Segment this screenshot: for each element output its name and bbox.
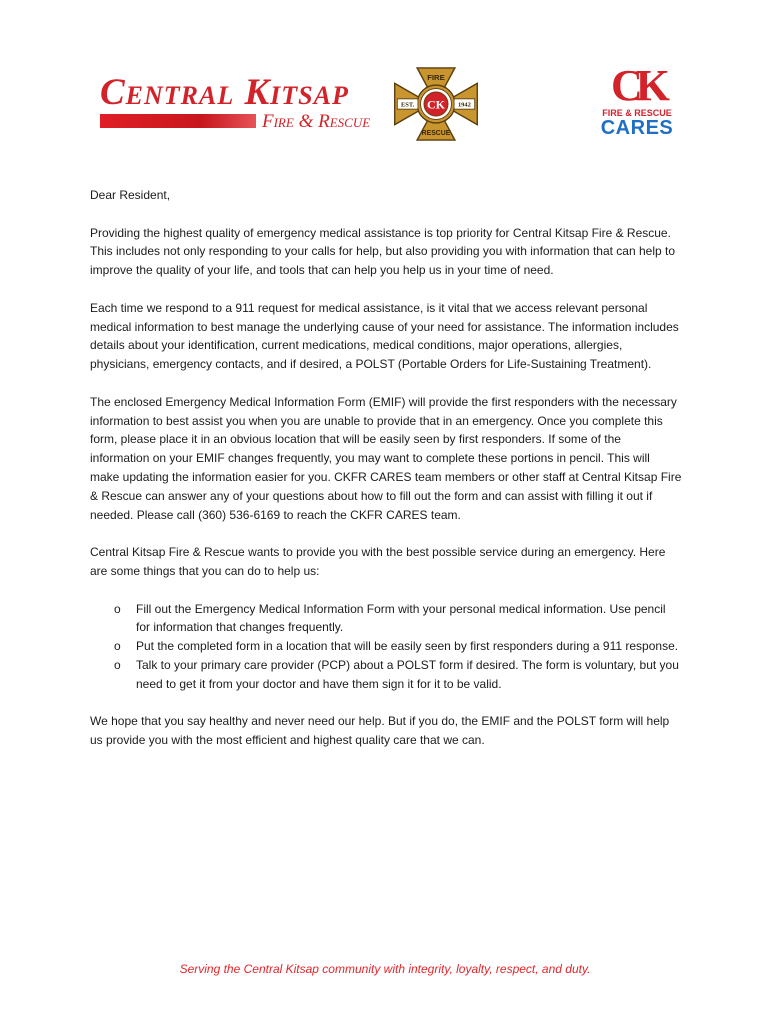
- ckfr-cares-logo: [594, 61, 680, 142]
- action-list: [90, 600, 682, 694]
- letter-paragraph: Providing the highest quality of emergency medical assistance is top priority for Central Kitsap Fire & Rescue. This includes not only responding to your calls for help, but also providing you with information that can help to improve the quality of your life, and tools that can help you help us in your time of need.: [90, 225, 675, 278]
- cares-ck-mark: CK: [611, 61, 663, 110]
- action-list-item-text: Put the completed form in a location that will be easily seen by first responders during a 911 response.: [136, 639, 679, 654]
- action-list-item: [90, 656, 682, 694]
- salutation: Dear Resident,: [90, 188, 171, 202]
- seal-center-text: CK: [426, 97, 446, 112]
- cares-logo-name: CARES: [600, 117, 674, 139]
- letter-paragraph: Each time we respond to a 911 request for medical assistance, is it vital that we access relevant personal medical information to best manage the underlying cause of your need for assistance. The information includes details about your identification, current medications, medical conditions, major operations, allergies, physicians, emergency contacts, and if desired, a POLST (Portable Orders for Life-Sustaining Treatment).: [90, 300, 679, 372]
- letter-body: [90, 186, 682, 769]
- list-bullet-marker: o: [114, 639, 121, 654]
- list-bullet-marker: o: [114, 601, 121, 616]
- action-list-item: [90, 600, 682, 638]
- closing-paragraph: We hope that you say healthy and never need our help. But if you do, the EMIF and the POLST form will help us provide you with the most efficient and highest quality care that we can.: [90, 714, 670, 748]
- action-list-item: [90, 637, 682, 656]
- seal-right-text: 1942: [457, 101, 471, 109]
- seal-bottom-text: RESCUE: [421, 129, 451, 137]
- central-kitsap-logo: [100, 70, 390, 140]
- seal-top-text: FIRE: [427, 72, 445, 82]
- logo-name: Central Kitsap: [100, 72, 349, 113]
- logo-subtitle: Fire & Rescue: [262, 111, 371, 132]
- letter-paragraph: The enclosed Emergency Medical Information Form (EMIF) will provide the first responders with the necessary information to best assist you when you are unable to provide that in an emergency. Once you complete this form, please place it in an obvious location that will be easily seen by first responders. If some of the information on your EMIF changes frequently, you may want to complete these portions in pencil. This will make updating the information easier for you. CKFR CARES team members or other staff at Central Kitsap Fire & Rescue can answer any of your questions about how to fill out the form and can assist with filling it out if needed. Please call (360) 536-6169 to reach the CKFR CARES team.: [90, 394, 682, 522]
- list-bullet-marker: o: [114, 657, 121, 672]
- letter-paragraph: Central Kitsap Fire & Rescue wants to provide you with the best possible service during an emergency. Here are some things that you can do to help us:: [90, 545, 666, 578]
- footer-motto: Serving the Central Kitsap community with integrity, loyalty, respect, and duty.: [179, 962, 591, 976]
- seal-left-text: EST.: [400, 101, 415, 109]
- cares-logo-subtitle: FIRE & RESCUE: [602, 108, 672, 118]
- letterhead: [0, 0, 770, 160]
- logo-red-bar: [100, 114, 256, 128]
- action-list-item-text: Fill out the Emergency Medical Information Form with your personal medical information. Use pencil for information that changes frequently.: [136, 601, 666, 635]
- action-list-item-text: Talk to your primary care provider (PCP) about a POLST form if desired. The form is voluntary, but you need to get it from your doctor and have them sign it for it to be valid.: [136, 657, 679, 691]
- fire-rescue-seal-icon: [393, 66, 479, 142]
